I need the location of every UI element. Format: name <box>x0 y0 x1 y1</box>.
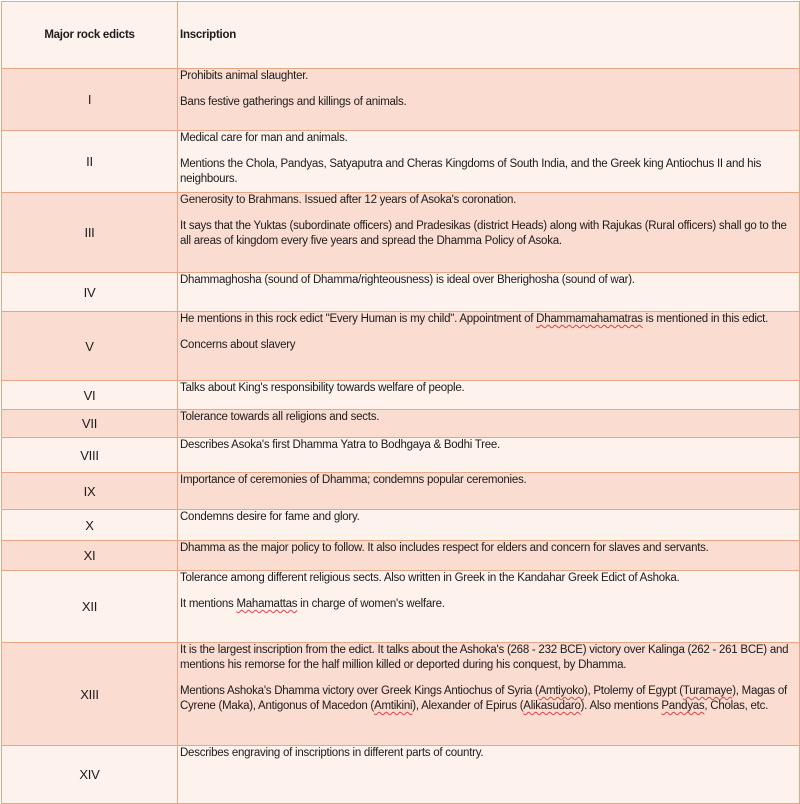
table-row <box>2 193 800 273</box>
inscription-text: It says that the Yuktas (subordinate officers) and Pradesikas (district Heads) along with Rajukas (Rural officers) shall go to the all areas of kingdom every five years and spread the Dhamma Policy of Asoka. <box>180 220 787 247</box>
edict-number: VIII <box>2 438 178 473</box>
edict-number: III <box>2 193 178 273</box>
inscription-cell <box>178 312 800 381</box>
edict-number: I <box>2 69 178 131</box>
inscription-cell <box>178 438 800 473</box>
inscription-cell <box>178 69 800 131</box>
header-row <box>2 2 800 69</box>
inscription-text: Tolerance towards all religions and sects. <box>180 411 380 423</box>
table-row <box>2 410 800 438</box>
edict-number: XIII <box>2 643 178 746</box>
inscription-text <box>180 312 796 327</box>
edict-number: XIV <box>2 746 178 804</box>
inscription-text <box>180 597 796 612</box>
inscription-cell <box>178 381 800 410</box>
table-row <box>2 643 800 746</box>
inscription-text: Dhamma as the major policy to follow. It also includes respect for elders and concern for slaves and servants. <box>180 542 709 554</box>
inscription-text: It is the largest inscription from the edict. It talks about the Ashoka's (268 - 232 BCE) victory over Kalinga (262 - 261 BCE) and mentions his remorse for the half million killed or deported during his conquest, by Dhamma. <box>180 644 789 671</box>
inscription-text: Condemns desire for fame and glory. <box>180 511 360 523</box>
table-row <box>2 69 800 131</box>
inscription-text: Tolerance among different religious sects. Also written in Greek in the Kandahar Greek Edict of Ashoka. <box>180 572 680 584</box>
table-row <box>2 273 800 312</box>
inscription-text-part: , Cholas, etc. <box>704 700 769 712</box>
inscription-text: Importance of ceremonies of Dhamma; condemns popular ceremonies. <box>180 474 527 486</box>
inscription-text-part: in charge of women's welfare. <box>297 598 445 610</box>
table-row <box>2 438 800 473</box>
inscription-cell <box>178 510 800 541</box>
inscription-text <box>180 684 796 714</box>
inscription-text-part: Mentions Ashoka's Dhamma victory over Greek Kings Antiochus of Syria ( <box>180 685 539 697</box>
inscription-text-part: is mentioned in this edict. <box>642 313 769 325</box>
edict-number: XII <box>2 571 178 643</box>
inscription-text: Concerns about slavery <box>180 339 296 351</box>
inscription-cell <box>178 571 800 643</box>
table-row <box>2 131 800 193</box>
inscription-text: Describes Asoka's first Dhamma Yatra to Bodhgaya & Bodhi Tree. <box>180 439 500 451</box>
inscription-term: Pandyas <box>661 700 705 712</box>
inscription-cell <box>178 410 800 438</box>
inscription-term: Dhammamahamatras <box>536 313 643 325</box>
table-row <box>2 746 800 804</box>
header-inscription: Inscription <box>178 2 800 69</box>
inscription-text-part: ). Also mentions <box>580 700 662 712</box>
table-row <box>2 381 800 410</box>
edict-number: V <box>2 312 178 381</box>
table-row <box>2 541 800 571</box>
table-row <box>2 312 800 381</box>
inscription-cell <box>178 131 800 193</box>
inscription-term: Amtikini <box>374 700 413 712</box>
rock-edicts-table <box>1 1 800 804</box>
edict-number: IV <box>2 273 178 312</box>
inscription-text: Medical care for man and animals. <box>180 132 348 144</box>
edict-number: II <box>2 131 178 193</box>
edict-number: X <box>2 510 178 541</box>
inscription-cell <box>178 541 800 571</box>
table-row <box>2 571 800 643</box>
inscription-cell <box>178 273 800 312</box>
edict-number: XI <box>2 541 178 571</box>
inscription-text-part: ), Alexander of Epirus ( <box>412 700 524 712</box>
inscription-term: Turamaye <box>682 685 733 697</box>
inscription-cell <box>178 473 800 510</box>
inscription-text: Bans festive gatherings and killings of animals. <box>180 96 407 108</box>
inscription-text: Mentions the Chola, Pandyas, Satyaputra and Cheras Kingdoms of South India, and the Greek king Antiochus II and his neighbours. <box>180 158 762 185</box>
inscription-text: Generosity to Brahmans. Issued after 12 years of Asoka's coronation. <box>180 194 517 206</box>
edict-number: IX <box>2 473 178 510</box>
inscription-text-part: It mentions <box>180 598 237 610</box>
table-row <box>2 510 800 541</box>
inscription-text: Talks about King's responsibility towards welfare of people. <box>180 382 465 394</box>
table-row <box>2 473 800 510</box>
inscription-cell <box>178 643 800 746</box>
inscription-text: Dhammaghosha (sound of Dhamma/righteousness) is ideal over Bherighosha (sound of war). <box>180 274 635 286</box>
inscription-cell <box>178 193 800 273</box>
header-major-rock-edicts: Major rock edicts <box>2 2 178 69</box>
inscription-cell <box>178 746 800 804</box>
inscription-text: Prohibits animal slaughter. <box>180 70 309 82</box>
inscription-term: Mahamattas <box>236 598 298 610</box>
inscription-text-part: ), Magas of Cyrene (Maka), Antigonus of Macedon ( <box>180 685 787 712</box>
inscription-text: Describes engraving of inscriptions in different parts of country. <box>180 747 484 759</box>
inscription-text-part: He mentions in this rock edict "Every Human is my child". Appointment of <box>180 313 537 325</box>
edict-number: VII <box>2 410 178 438</box>
inscription-term: Alikasudaro <box>523 700 581 712</box>
inscription-text-part: ), Ptolemy of Egypt ( <box>583 685 683 697</box>
inscription-term: Amtiyoko <box>538 685 584 697</box>
edict-number: VI <box>2 381 178 410</box>
